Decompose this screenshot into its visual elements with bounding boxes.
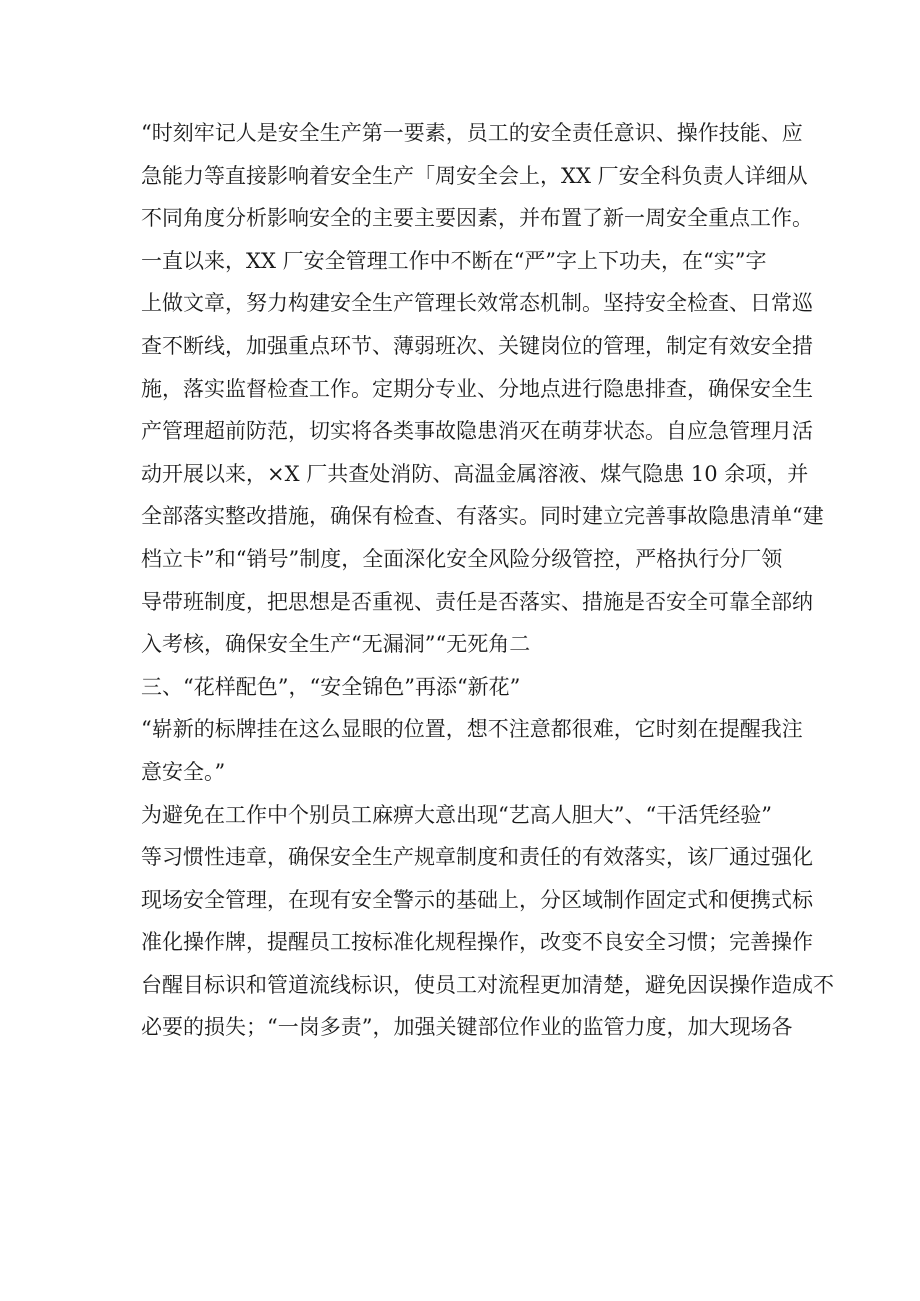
text-line: 施，落实监督检查工作。定期分专业、分地点进行隐患排查，确保安全生 [141,376,813,401]
body-text [141,112,834,1049]
text-line: 档立卡”和“销号”制度，全面深化安全风险分级管控，严格执行分厂领 [141,546,783,571]
text-line: 现场安全管理，在现有安全警示的基础上，分区域制作固定式和便携式标 [141,887,813,912]
text-line: 为避免在工作中个别员工麻痹大意出现“艺高人胆大”、“干活凭经验” [141,802,772,827]
section-heading: 三、“花样配色”，“安全锦色”再添“新花” [141,674,521,699]
text-line: 动开展以来，×X 厂共查处消防、高温金属溶液、煤气隐患 10 余项，并 [141,461,809,486]
text-line: 台醒目标识和管道流线标识，使员工对流程更加清楚，避免因误操作造成不 [141,972,834,997]
text-line: 查不断线，加强重点环节、薄弱班次、关键岗位的管理，制定有效安全措 [141,333,813,358]
text-line: 上做文章，努力构建安全生产管理长效常态机制。坚持安全检查、日常巡 [141,291,813,316]
text-line: 产管理超前防范，切实将各类事故隐患消灭在萌芽状态。自应急管理月活 [141,419,813,444]
text-line: 准化操作牌，提醒员工按标准化规程操作，改变不良安全习惯；完善操作 [141,930,813,955]
text-line: 导带班制度，把思想是否重视、责任是否落实、措施是否安全可靠全部纳 [141,589,813,614]
text-line: 等习惯性违章，确保安全生产规章制度和责任的有效落实，该厂通过强化 [141,845,813,870]
text-line: 必要的损失；“一岗多责”，加强关键部位作业的监管力度，加大现场各 [141,1015,793,1040]
text-line: 急能力等直接影响着安全生产「周安全会上，XX 厂安全科负责人详细从 [141,163,808,188]
text-line: 一直以来，XX 厂安全管理工作中不断在“严”字上下功夫，在“实”字 [141,248,767,273]
text-line: 不同角度分析影响安全的主要主要因素，并布置了新一周安全重点工作。 [141,206,813,231]
text-line: 全部落实整改措施，确保有检查、有落实。同时建立完善事故隐患清单“建 [141,504,824,529]
text-line: 入考核，确保安全生产“无漏洞”“无死角二 [141,632,531,657]
text-line: “崭新的标牌挂在这么显眼的位置，想不注意都很难，它时刻在提醒我注 [141,717,803,742]
text-line: “时刻牢记人是安全生产第一要素，员工的安全责任意识、操作技能、应 [141,121,803,145]
text-line: 意安全。” [141,759,226,784]
